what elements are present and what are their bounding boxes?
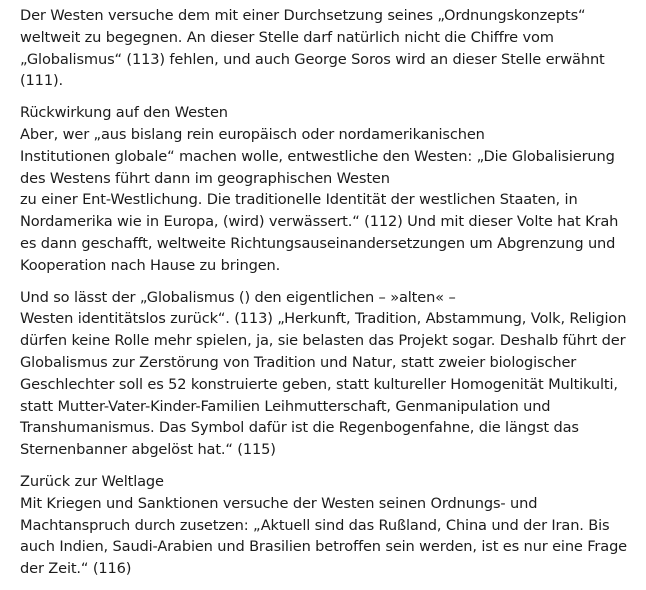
paragraph-globalismus: [20, 287, 640, 461]
text-line: (111).: [20, 72, 63, 90]
section-heading: Rückwirkung auf den Westen: [20, 104, 228, 122]
text-line: Transhumanismus. Das Symbol dafür ist die Regenbogenfahne, die längst das: [20, 419, 579, 437]
text-line: weltweit zu begegnen. An dieser Stelle darf natürlich nicht die Chiffre vom: [20, 28, 554, 46]
text-line: der Zeit.“ (116): [20, 560, 132, 578]
text-line: statt Mutter-Vater-Kinder-Familien Leihmutterschaft, Genmanipulation und: [20, 397, 551, 415]
text-line: Mit Kriegen und Sanktionen versuche der Westen seinen Ordnungs- und: [20, 494, 538, 512]
text-line: Nordamerika wie in Europa, (wird) verwässert.“ (112) Und mit dieser Volte hat Krah: [20, 213, 619, 231]
section-heading: Zurück zur Weltlage: [20, 472, 164, 490]
text-line: auch Indien, Saudi-Arabien und Brasilien betroffen sein werden, ist es nur eine Frage: [20, 538, 628, 556]
text-line: Westen identitätslos zurück“. (113) „Herkunft, Tradition, Abstammung, Volk, Religion: [20, 310, 627, 328]
paragraph-rueckwirkung: [20, 102, 640, 276]
text-line: Kooperation nach Hause zu bringen.: [20, 256, 281, 274]
text-line: des Westens führt dann im geographischen Westen: [20, 169, 390, 187]
text-line: Machtanspruch durch zusetzen: „Aktuell sind das Rußland, China und der Iran. Bis: [20, 516, 610, 534]
text-line: Geschlechter soll es 52 konstruierte geben, statt kultureller Homogenität Multikulti,: [20, 375, 618, 393]
text-line: Sternenbanner abgelöst hat.“ (115): [20, 441, 276, 459]
text-line: Der Westen versuche dem mit einer Durchsetzung seines „Ordnungskonzepts“: [20, 7, 586, 24]
paragraph-ordnungskonzept: [20, 5, 640, 92]
text-line: Aber, wer „aus bislang rein europäisch oder nordamerikanischen: [20, 125, 485, 143]
text-line: zu einer Ent-Westlichung. Die traditionelle Identität der westlichen Staaten, in: [20, 191, 578, 209]
text-line: Und so lässt der „Globalismus () den eigentlichen – »alten« –: [20, 288, 456, 306]
text-line: „Globalismus“ (113) fehlen, und auch George Soros wird an dieser Stelle erwähnt: [20, 50, 605, 68]
text-line: es dann geschafft, weltweite Richtungsauseinandersetzungen um Abgrenzung und: [20, 234, 616, 252]
text-line: dürfen keine Rolle mehr spielen, ja, sie belasten das Projekt sogar. Deshalb führt der: [20, 332, 626, 350]
text-line: Globalismus zur Zerstörung von Tradition und Natur, statt zweier biologischer: [20, 353, 577, 371]
text-line: Institutionen globale“ machen wolle, entwestliche den Westen: „Die Globalisierung: [20, 147, 615, 165]
paragraph-weltlage: [20, 471, 640, 580]
article-body: [20, 5, 640, 590]
